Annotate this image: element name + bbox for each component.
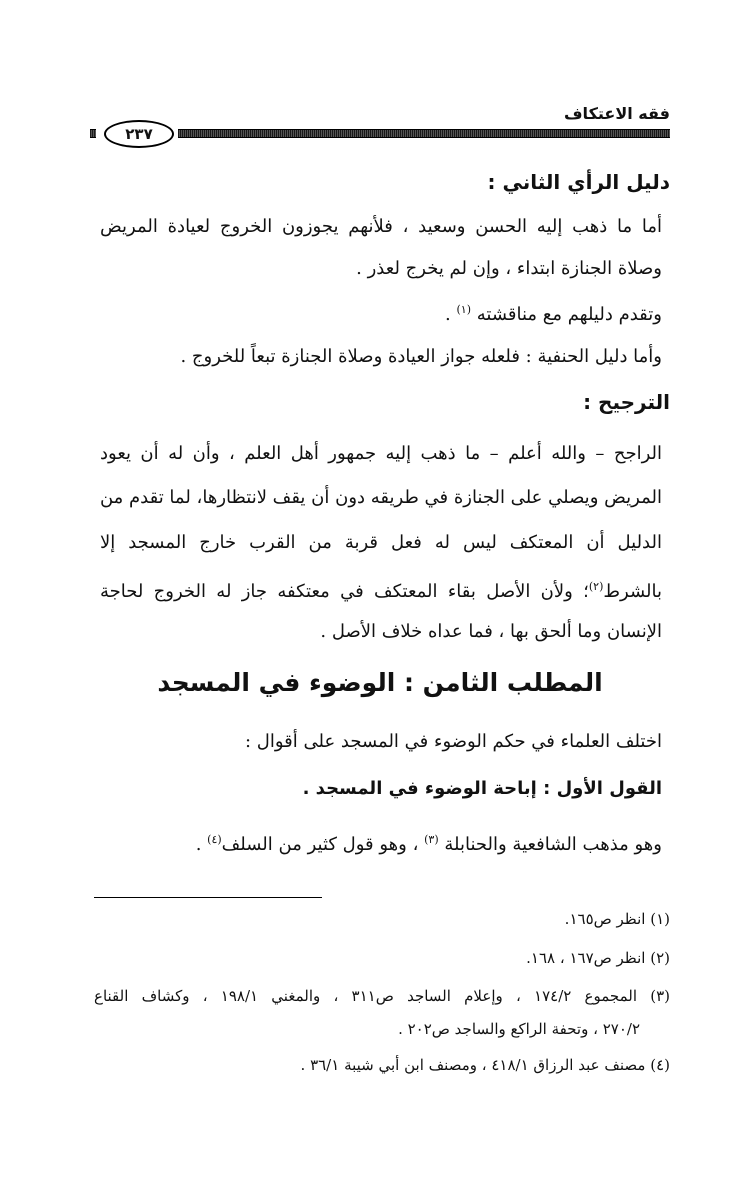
heading-tarjih: الترجيح : — [583, 390, 670, 414]
footnote-1: (١) انظر ص١٦٥. — [564, 910, 670, 928]
footnote-2: (٢) انظر ص١٦٧ ، ١٦٨. — [526, 949, 670, 967]
heading-second-opinion: دليل الرأي الثاني : — [487, 170, 670, 194]
footnote-ref-2: (٢) — [588, 580, 604, 593]
paragraph-4-line-5: الإنسان وما ألحق بها ، فما عداه خلاف الأصل . — [320, 621, 662, 642]
paragraph-4-line-4 — [100, 573, 662, 606]
paragraph-4-line-4-rest: ؛ ولأن الأصل بقاء المعتكف في معتكفه جاز له الخروج لحاجة — [100, 581, 589, 602]
page-number: ٢٣٧ — [104, 120, 174, 148]
paragraph-2 — [90, 296, 662, 329]
footnote-4: (٤) مصنف عبد الرزاق ٤١٨/١ ، ومصنف ابن أبي شيبة ٣٦/١ . — [300, 1056, 670, 1074]
footnote-separator — [94, 897, 322, 898]
paragraph-5: اختلف العلماء في حكم الوضوء في المسجد على أقوال : — [245, 731, 662, 752]
paragraph-1-line-1: أما ما ذهب إليه الحسن وسعيد ، فلأنهم يجوزون الخروج لعيادة المريض — [100, 216, 662, 237]
footnote-3-line-2: ٢٧٠/٢ ، وتحفة الراكع والساجد ص٢٠٢ . — [398, 1020, 640, 1038]
heading-first-opinion: القول الأول : إباحة الوضوء في المسجد . — [302, 778, 662, 799]
paragraph-4-line-4-start: بالشرط — [603, 581, 662, 602]
paragraph-6-middle: ، وهو قول كثير من السلف — [221, 834, 425, 855]
header-rule — [90, 125, 670, 143]
section-title: المطلب الثامن : الوضوء في المسجد — [157, 668, 603, 697]
footnote-ref-4: (٤) — [207, 833, 222, 846]
book-page — [90, 0, 670, 1185]
paragraph-2-text: وتقدم دليلهم مع مناقشته — [476, 304, 662, 325]
paragraph-6 — [90, 826, 662, 859]
paragraph-6-end: . — [195, 834, 208, 855]
paragraph-3: وأما دليل الحنفية : فلعله جواز العيادة وصلاة الجنازة تبعاً للخروج . — [180, 346, 662, 367]
paragraph-1-line-2: وصلاة الجنازة ابتداء ، وإن لم يخرج لعذر . — [356, 258, 662, 279]
footnote-3-line-1: (٣) المجموع ١٧٤/٢ ، وإعلام الساجد ص٣١١ ، والمغني ١٩٨/١ ، وكشاف القناع — [94, 987, 671, 1005]
footnote-ref-3: (٣) — [424, 833, 439, 846]
paragraph-2-end: . — [445, 304, 451, 325]
paragraph-4-line-1: الراجح – والله أعلم – ما ذهب إليه جمهور أهل العلم ، وأن له أن يعود — [100, 443, 662, 464]
paragraph-4-line-2: المريض ويصلي على الجنازة في طريقه دون أن يقف لانتظارها، لما تقدم من — [99, 487, 662, 508]
running-title: فقه الاعتكاف — [563, 104, 670, 123]
paragraph-4-line-3: الدليل أن المعتكف ليس له فعل قربة من القرب خارج المسجد إلا — [100, 532, 662, 553]
footnote-ref-1: (١) — [456, 303, 471, 316]
paragraph-6-start: وهو مذهب الشافعية والحنابلة — [444, 834, 662, 855]
